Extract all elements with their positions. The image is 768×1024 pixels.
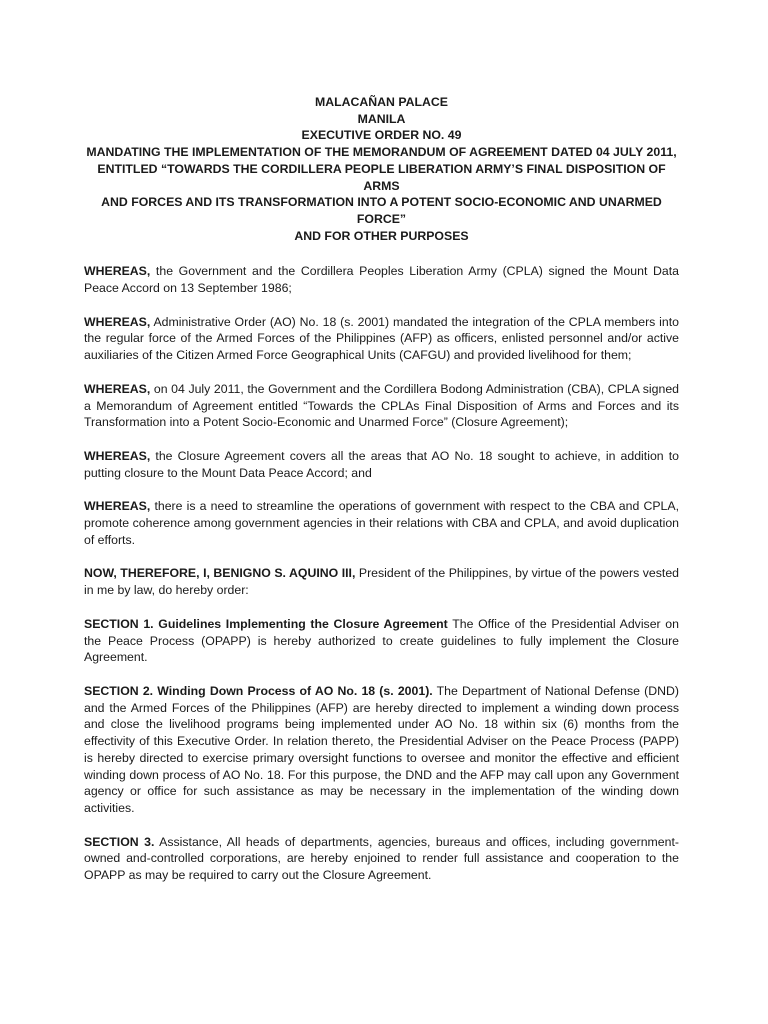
- section-2: [84, 683, 679, 817]
- clause-text: the Closure Agreement covers all the areas that AO No. 18 sought to achieve, in addition to putting closure to the Mount Data Peace Accord; and: [84, 448, 679, 480]
- section-title: SECTION 2. Winding Down Process of AO No. 18 (s. 2001).: [84, 683, 433, 698]
- clause-text: Administrative Order (AO) No. 18 (s. 2001) mandated the integration of the CPLA members into the regular force of the Armed Forces of the Philippines (AFP) as officers, enlisted personnel and/or active auxiliaries of the Citizen Armed Force Geographical Units (CAFGU) and provided livelihood for them;: [84, 314, 679, 363]
- heading-title-line-2: ENTITLED “TOWARDS THE CORDILLERA PEOPLE LIBERATION ARMY’S FINAL DISPOSITION OF ARMS: [97, 161, 666, 193]
- section-title: SECTION 1. Guidelines Implementing the Closure Agreement: [84, 616, 448, 631]
- heading-order-number: EXECUTIVE ORDER NO. 49: [301, 128, 462, 143]
- clause-lead: NOW, THEREFORE, I, BENIGNO S. AQUINO III,: [84, 566, 356, 581]
- whereas-clause-4: [84, 448, 679, 481]
- section-text: The Department of National Defense (DND) and the Armed Forces of the Philippines (AFP) are hereby directed to implement a winding down process and close the livelihood programs being implemented under AO No. 18 within six (6) months from the effectivity of this Executive Order. In relation thereto, the Presidential Adviser on the Peace Process (PAPP) is hereby directed to exercise primary oversight functions to oversee and monitor the effective and efficient winding down process of AO No. 18. For this purpose, the DND and the AFP may call upon any Government agency or office for such assistance as may be necessary in the implementation of the winding down activities.: [84, 683, 680, 815]
- heading-palace: MALACAÑAN PALACE: [315, 95, 448, 109]
- clause-text: President of the Philippines, by virtue of the powers vested in me by law, do hereby order:: [84, 566, 679, 598]
- section-title: SECTION 3.: [84, 834, 155, 849]
- heading-title-line-1: MANDATING THE IMPLEMENTATION OF THE MEMORANDUM OF AGREEMENT DATED 04 JULY 2011,: [86, 145, 677, 160]
- section-text: The Office of the Presidential Adviser on the Peace Process (OPAPP) is hereby authorized to create guidelines to fully implement the Closure Agreement.: [84, 616, 679, 665]
- clause-text: the Government and the Cordillera Peoples Liberation Army (CPLA) signed the Mount Data Peace Accord on 13 September 1986;: [84, 264, 679, 296]
- clause-lead: WHEREAS,: [84, 264, 151, 279]
- whereas-clause-2: [84, 314, 679, 364]
- clause-lead: WHEREAS,: [84, 499, 151, 514]
- document-heading: [84, 94, 679, 244]
- clause-text: on 04 July 2011, the Government and the Cordillera Bodong Administration (CBA), CPLA signed a Memorandum of Agreement entitled “Towards the CPLAs Final Disposition of Arms and Forces and its Transformation into a Potent Socio-Economic and Unarmed Force” (Closure Agreement);: [84, 381, 679, 430]
- clause-text: there is a need to streamline the operations of government with respect to the CBA and CPLA, promote coherence among government agencies in their relations with CBA and CPLA, and avoid duplication of efforts.: [84, 499, 679, 547]
- clause-lead: WHEREAS,: [84, 314, 151, 329]
- whereas-clause-1: [84, 263, 679, 296]
- heading-title-line-4: AND FOR OTHER PURPOSES: [294, 228, 469, 243]
- clause-lead: WHEREAS,: [84, 381, 151, 396]
- clause-lead: WHEREAS,: [84, 448, 151, 463]
- whereas-clause-5: [84, 498, 679, 548]
- order-clause: [84, 565, 679, 598]
- document-body: [84, 94, 679, 884]
- section-3: [84, 834, 679, 884]
- section-text: Assistance, All heads of departments, agencies, bureaus and offices, including government-owned and-controlled corporations, are hereby enjoined to render full assistance and cooperation to the OPAPP as may be required to carry out the Closure Agreement.: [84, 834, 679, 883]
- whereas-clause-3: [84, 381, 679, 431]
- heading-city: MANILA: [357, 111, 406, 126]
- heading-title-line-3: AND FORCES AND ITS TRANSFORMATION INTO A POTENT SOCIO-ECONOMIC AND UNARMED FORCE”: [101, 195, 662, 226]
- section-1: [84, 616, 679, 666]
